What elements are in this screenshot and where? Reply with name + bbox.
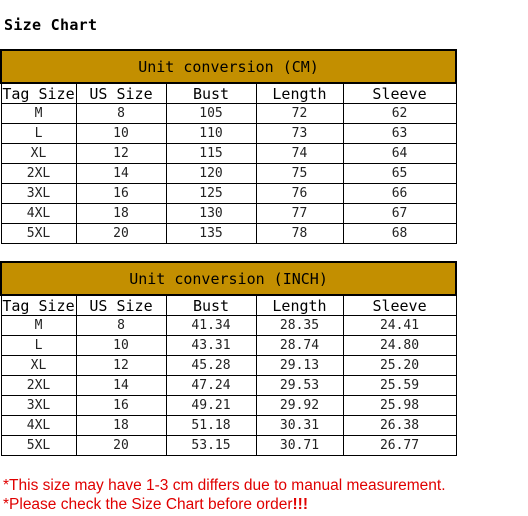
table-cell: 5XL (1, 436, 76, 456)
column-header-row (1, 295, 456, 316)
table-cell: 8 (76, 104, 166, 124)
table-cell: 49.21 (166, 396, 256, 416)
col-tag-size: Tag Size (2, 296, 75, 315)
table-cell: 72 (256, 104, 343, 124)
note-check-chart (3, 495, 446, 514)
table-cell: 10 (76, 336, 166, 356)
table-cell: 130 (166, 204, 256, 224)
note-measurement: *This size may have 1-3 cm differs due to manual measurement. (3, 477, 446, 494)
col-us-size: US Size (76, 295, 166, 316)
size-chart-title: Size Chart (4, 16, 98, 34)
table-cell: M (1, 104, 76, 124)
table-cell: 26.38 (343, 416, 456, 436)
col-length: Length (256, 295, 343, 316)
table-cell: 25.59 (343, 376, 456, 396)
table-cell: 28.35 (256, 316, 343, 336)
col-sleeve: Sleeve (343, 83, 456, 104)
col-tag-size: Tag Size (2, 84, 75, 103)
table-cell: 12 (76, 144, 166, 164)
table-cell: 5XL (1, 224, 76, 244)
table-cell: 4XL (1, 416, 76, 436)
table-cell: 20 (76, 224, 166, 244)
table-cell: 12 (76, 356, 166, 376)
table-cell: 3XL (1, 396, 76, 416)
table-cell: 135 (166, 224, 256, 244)
note-check-text: *Please check the Size Chart before order (3, 496, 293, 513)
table-cell: 73 (256, 124, 343, 144)
table-cell: 76 (256, 184, 343, 204)
table-cell: 77 (256, 204, 343, 224)
table-cell: 45.28 (166, 356, 256, 376)
table-row (1, 316, 456, 336)
column-header-row (1, 83, 456, 104)
table-cell: 67 (343, 204, 456, 224)
table-cell: 8 (76, 316, 166, 336)
table-cell: L (1, 336, 76, 356)
table-row (1, 164, 456, 184)
col-us-size: US Size (76, 83, 166, 104)
table-cell: 41.34 (166, 316, 256, 336)
table-cell: 29.92 (256, 396, 343, 416)
table-cell: 74 (256, 144, 343, 164)
cm-rows (1, 104, 456, 244)
table-cell: 26.77 (343, 436, 456, 456)
table-cell: 16 (76, 184, 166, 204)
table-cell: 18 (76, 204, 166, 224)
table-cell: 18 (76, 416, 166, 436)
table-cell: XL (1, 356, 76, 376)
table-row (1, 104, 456, 124)
col-bust: Bust (166, 295, 256, 316)
table-cell: 2XL (1, 376, 76, 396)
table-cell: 24.80 (343, 336, 456, 356)
table-cell: 29.13 (256, 356, 343, 376)
table-row (1, 416, 456, 436)
table-header-cm: Unit conversion (CM) (1, 50, 456, 83)
size-table-cm (0, 49, 457, 244)
table-row (1, 204, 456, 224)
table-cell: 105 (166, 104, 256, 124)
col-sleeve: Sleeve (343, 295, 456, 316)
table-cell: M (1, 316, 76, 336)
table-row (1, 436, 456, 456)
table-row (1, 224, 456, 244)
table-cell: 25.98 (343, 396, 456, 416)
table-cell: 3XL (1, 184, 76, 204)
table-cell: 2XL (1, 164, 76, 184)
table-row (1, 376, 456, 396)
table-cell: 78 (256, 224, 343, 244)
table-cell: 62 (343, 104, 456, 124)
table-header-inch: Unit conversion (INCH) (1, 262, 456, 295)
table-cell: 47.24 (166, 376, 256, 396)
table-cell: 110 (166, 124, 256, 144)
table-cell: 65 (343, 164, 456, 184)
size-table-inch (0, 261, 457, 456)
table-cell: 66 (343, 184, 456, 204)
table-cell: 16 (76, 396, 166, 416)
table-cell: 29.53 (256, 376, 343, 396)
table-cell: 10 (76, 124, 166, 144)
table-cell: 20 (76, 436, 166, 456)
table-cell: 30.71 (256, 436, 343, 456)
inch-rows (1, 316, 456, 456)
table-row (1, 396, 456, 416)
note-emphasis: !!! (292, 496, 308, 513)
table-cell: 4XL (1, 204, 76, 224)
table-cell: 63 (343, 124, 456, 144)
table-cell: 51.18 (166, 416, 256, 436)
table-cell: 125 (166, 184, 256, 204)
table-cell: 120 (166, 164, 256, 184)
table-cell: L (1, 124, 76, 144)
table-cell: 14 (76, 376, 166, 396)
table-cell: 43.31 (166, 336, 256, 356)
table-cell: XL (1, 144, 76, 164)
table-cell: 28.74 (256, 336, 343, 356)
table-row (1, 144, 456, 164)
table-row (1, 336, 456, 356)
table-cell: 25.20 (343, 356, 456, 376)
col-length: Length (256, 83, 343, 104)
table-cell: 30.31 (256, 416, 343, 436)
table-cell: 14 (76, 164, 166, 184)
table-cell: 64 (343, 144, 456, 164)
table-cell: 24.41 (343, 316, 456, 336)
notes (3, 476, 446, 514)
table-row (1, 356, 456, 376)
table-row (1, 124, 456, 144)
table-row (1, 184, 456, 204)
table-cell: 115 (166, 144, 256, 164)
table-cell: 75 (256, 164, 343, 184)
table-cell: 68 (343, 224, 456, 244)
table-cell: 53.15 (166, 436, 256, 456)
col-bust: Bust (166, 83, 256, 104)
